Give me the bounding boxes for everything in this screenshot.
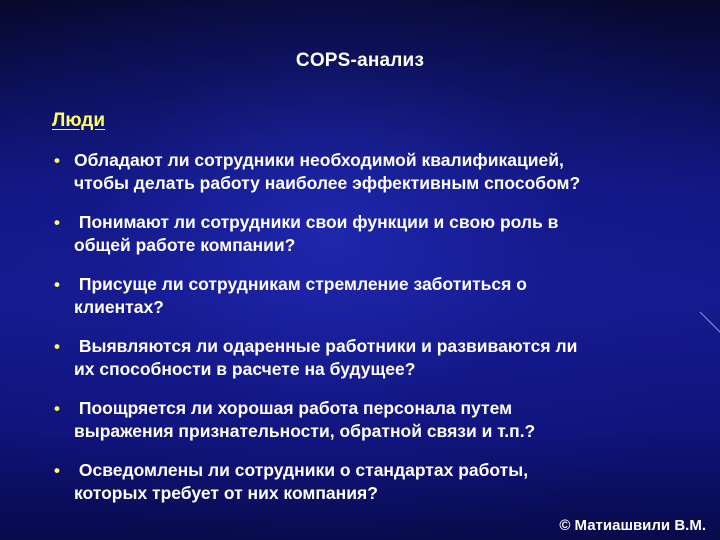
bullet-text-line: чтобы делать работу наиболее эффективным способом? [74, 173, 581, 193]
bullet-item [52, 335, 682, 381]
bullet-item [52, 211, 682, 257]
bullet-text-line: общей работе компании? [74, 235, 296, 255]
section-heading: Люди [52, 110, 106, 131]
copyright-text: © Матиашвили В.М. [559, 517, 706, 534]
bullet-text-line: выражения признательности, обратной связи и т.п.? [74, 421, 536, 441]
bullet-item [52, 397, 682, 443]
bullet-text-line: Присуще ли сотрудникам стремление заботиться о [74, 274, 527, 294]
bullet-list [52, 149, 682, 521]
bullet-icon: • [54, 337, 60, 356]
bullet-item [52, 149, 682, 195]
bullet-text-line: их способности в расчете на будущее? [74, 359, 416, 379]
bullet-icon: • [54, 275, 60, 294]
decor-line [700, 312, 720, 334]
bullet-text-line: Осведомлены ли сотрудники о стандартах работы, [74, 460, 529, 480]
bullet-icon: • [54, 151, 60, 170]
bullet-icon: • [54, 461, 60, 480]
bullet-icon: • [54, 213, 60, 232]
bullet-text-line: Поощряется ли хорошая работа персонала путем [74, 398, 513, 418]
bullet-text-line: Выявляются ли одаренные работники и развиваются ли [74, 336, 578, 356]
bullet-text-line: Понимают ли сотрудники свои функции и свою роль в [74, 212, 559, 232]
slide-title: COPS-анализ [295, 50, 425, 71]
bullet-text-line: Обладают ли сотрудники необходимой квалификацией, [74, 150, 564, 170]
bullet-text-line: которых требует от них компания? [74, 483, 378, 503]
bullet-icon: • [54, 399, 60, 418]
bullet-text-line: клиентах? [74, 297, 164, 317]
bullet-item [52, 273, 682, 319]
bullet-item [52, 459, 682, 505]
